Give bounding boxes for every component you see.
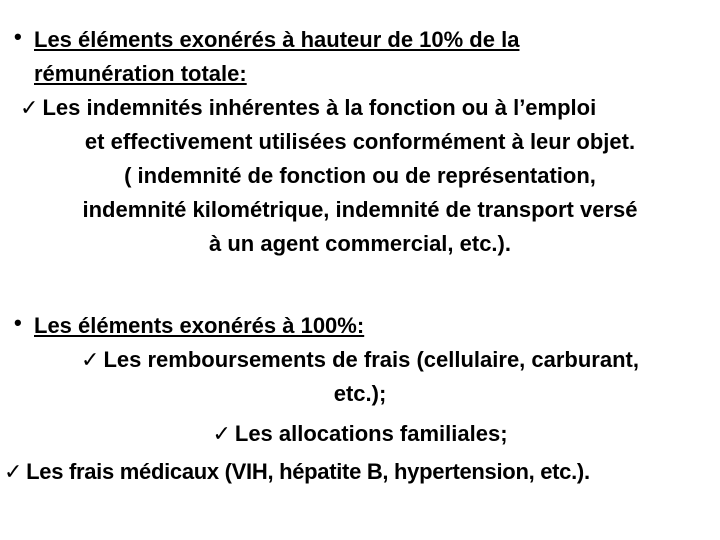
section2-item2 — [0, 420, 720, 448]
section1-item1-text: Les indemnités inhérentes à la fonction ou à l’emploi — [42, 95, 597, 120]
section2-title-line1: Les éléments exonérés à 100%: — [34, 313, 365, 338]
section2-item3-text: Les frais médicaux (VIH, hépatite B, hypertension, etc.). — [26, 459, 590, 484]
bullet-icon: • — [14, 24, 22, 49]
section1-title-line2: rémunération totale: — [34, 61, 247, 86]
bullet-icon: • — [14, 310, 22, 335]
section2-item1-line1 — [0, 346, 720, 374]
section2-item1-text: Les remboursements de frais (cellulaire, carburant, — [103, 347, 639, 372]
section1-item1-line2: et effectivement utilisées conformément à leur objet. — [84, 129, 636, 154]
checkmark-icon: ✓ — [212, 421, 231, 446]
checkmark-icon: ✓ — [20, 95, 39, 120]
section1-item1-line5: à un agent commercial, etc.). — [209, 231, 511, 256]
checkmark-icon: ✓ — [81, 347, 100, 372]
section1-item1-line4: indemnité kilométrique, indemnité de transport versé — [82, 197, 638, 222]
section2-item3 — [4, 458, 718, 486]
section1-item1-line1 — [20, 94, 710, 122]
section1-item1-line3: ( indemnité de fonction ou de représentation, — [124, 163, 596, 188]
section2-item1-line2: etc.); — [333, 381, 387, 406]
checkmark-icon: ✓ — [4, 459, 23, 484]
section2-item2-text: Les allocations familiales; — [234, 421, 508, 446]
section1-title-line1: Les éléments exonérés à hauteur de 10% de la — [34, 27, 520, 52]
